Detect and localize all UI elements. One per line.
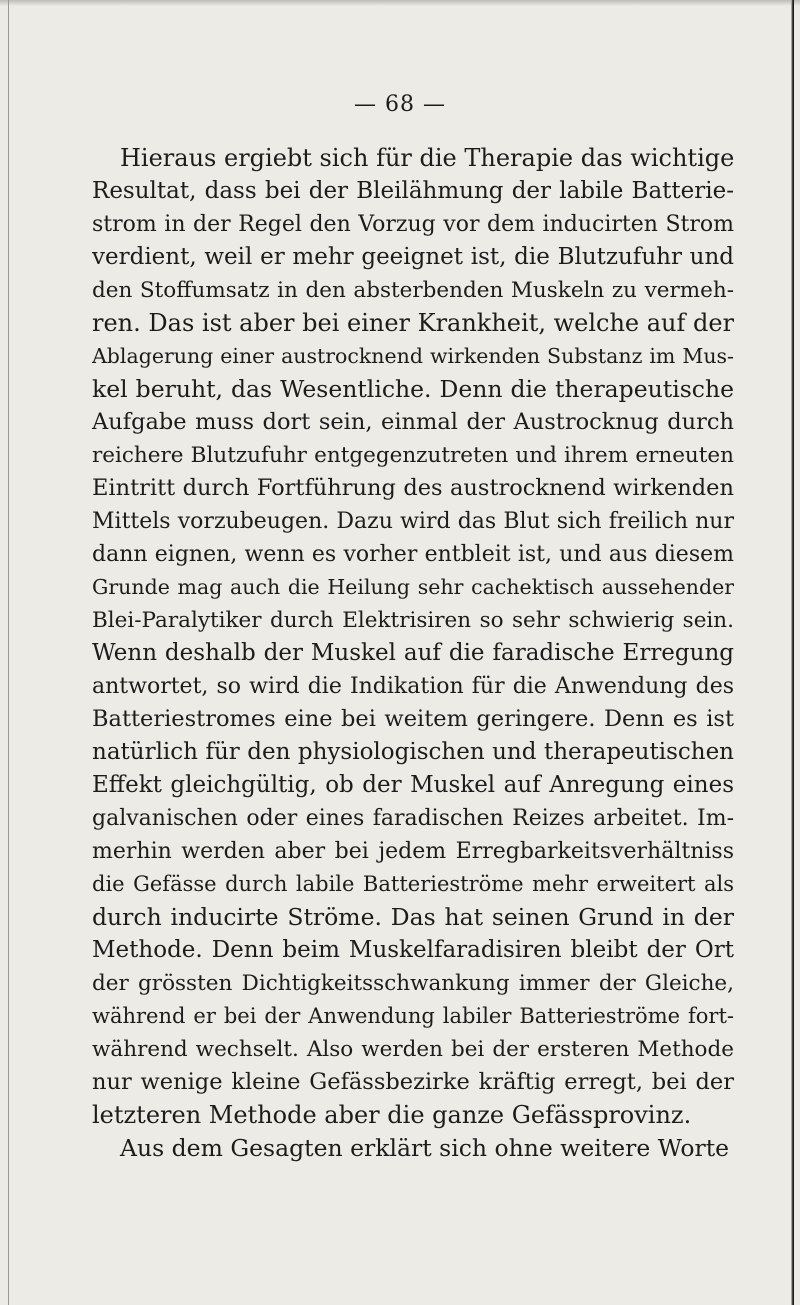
text-line: während wechselt. Also werden bei der ersteren Methode	[92, 1037, 734, 1062]
text-line: Batteriestromes eine bei weitem geringere. Denn es ist	[92, 706, 734, 732]
text-line: während er bei der Anwendung labiler Batterieströme fort-	[92, 1004, 734, 1028]
text-line: reichere Blutzufuhr entgegenzutreten und ihrem erneuten	[92, 443, 734, 468]
page-number: — 68 —	[354, 92, 446, 117]
text-line: kel beruht, das Wesentliche. Denn die therapeutische	[92, 375, 734, 403]
body-text	[92, 142, 734, 1165]
text-line: die Gefässe durch labile Batterieströme mehr erweitert als	[92, 872, 734, 896]
text-line: nur wenige kleine Gefässbezirke kräftig erregt, bei der	[92, 1069, 734, 1095]
text-line: der grössten Dichtigkeitsschwankung immer der Gleiche,	[92, 971, 734, 996]
text-line: Hieraus ergiebt sich für die Therapie das wichtige	[120, 144, 734, 172]
text-line: durch inducirte Ströme. Das hat seinen Grund in der	[92, 903, 734, 931]
text-line: ren. Das ist aber bei einer Krankheit, welche auf der	[92, 309, 734, 337]
text-line: antwortet, so wird die Indikation für die Anwendung des	[92, 674, 734, 699]
text-line: Wenn deshalb der Muskel auf die faradische Erregung	[92, 640, 734, 666]
text-line: Grunde mag auch die Heilung sehr cachektisch aussehender	[92, 575, 734, 599]
text-line: Effekt gleichgültig, ob der Muskel auf Anregung eines	[92, 772, 734, 798]
text-line: merhin werden aber bei jedem Erregbarkeitsverhältniss	[92, 839, 734, 864]
text-line: Aus dem Gesagten erklärt sich ohne weitere Worte	[120, 1134, 730, 1162]
text-line: Mittels vorzubeugen. Dazu wird das Blut sich freilich nur	[92, 509, 734, 534]
page-left-edge	[8, 0, 9, 1305]
text-line: Ablagerung einer austrocknend wirkenden Substanz im Mus-	[92, 344, 734, 368]
page-right-edge	[791, 0, 794, 1305]
text-line: Methode. Denn beim Muskelfaradisiren bleibt der Ort	[92, 937, 734, 963]
text-line: den Stoffumsatz in den absterbenden Muskeln zu vermeh-	[92, 278, 734, 303]
text-line: Eintritt durch Fortführung des austrocknend wirkenden	[92, 475, 734, 501]
text-line: Aufgabe muss dort sein, einmal der Austrocknug durch	[92, 409, 734, 435]
text-line: dann eignen, wenn es vorher entbleit ist, und aus diesem	[92, 542, 734, 567]
text-line: Resultat, dass bei der Bleilähmung der labile Batterie-	[92, 178, 734, 204]
text-line: natürlich für den physiologischen und therapeutischen	[92, 739, 734, 765]
text-line: Blei-Paralytiker durch Elektrisiren so sehr schwierig sein.	[92, 608, 734, 633]
text-line: letzteren Methode aber die ganze Gefässprovinz.	[92, 1101, 692, 1129]
text-line: strom in der Regel den Vorzug vor dem inducirten Strom	[92, 212, 734, 237]
text-line: verdient, weil er mehr geeignet ist, die Blutzufuhr und	[92, 244, 734, 270]
text-line: galvanischen oder eines faradischen Reizes arbeitet. Im-	[92, 806, 734, 831]
page-top-edge	[0, 0, 800, 6]
